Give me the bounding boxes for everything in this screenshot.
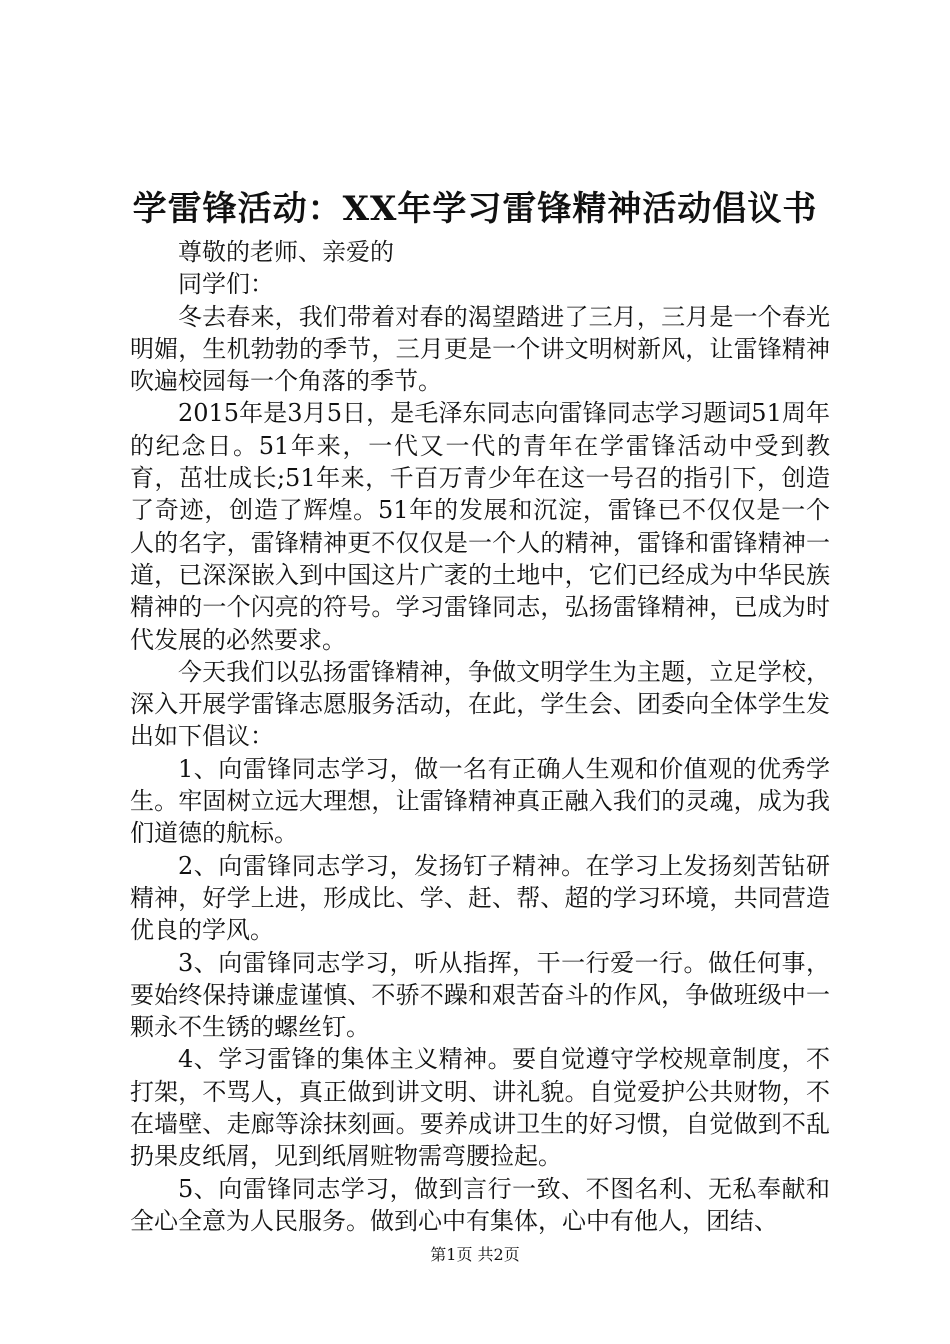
proposal-item-5: 5、向雷锋同志学习，做到言行一致、不图名利、无私奉献和全心全意为人民服务。做到心中有集体，心中有他人，团结、 [130,1174,830,1235]
paragraph-anniversary: 2015年是3月5日，是毛泽东同志向雷锋同志学习题词51周年的纪念日。51年来，一代又一代的青年在学雷锋活动中受到教育，茁壮成长;51年来，千百万青少年在这一号召的指引下，创造了奇迹，创造了辉煌。51年的发展和沉淀，雷锋已不仅仅是一个人的名字，雷锋精神更不仅仅是一个人的精神，雷锋和雷锋精神一道，已深深嵌入到中国这片广袤的土地中，它们已经成为中华民族精神的一个闪亮的符号。学习雷锋同志，弘扬雷锋精神，已成为时代发展的必然要求。 [130,399,830,654]
salutation-line-2: 同学们： [178,270,274,299]
page-number-footer: 第1页 共2页 [430,1245,520,1264]
document-body [130,236,830,1237]
document-title: 学雷锋活动：XX年学习雷锋精神活动倡议书 [132,189,818,229]
proposal-item-3: 3、向雷锋同志学习，听从指挥，干一行爱一行。做任何事，要始终保持谦虚谨慎、不骄不躁和艰苦奋斗的作风，争做班级中一颗永不生锈的螺丝钉。 [130,948,830,1042]
salutation-line-1: 尊敬的老师、亲爱的 [178,238,394,266]
paragraph-intro: 冬去春来，我们带着对春的渴望踏进了三月，三月是一个春光明媚，生机勃勃的季节，三月更是一个讲文明树新风，让雷锋精神吹遍校园每一个角落的季节。 [130,302,830,396]
proposal-item-2: 2、向雷锋同志学习，发扬钉子精神。在学习上发扬刻苦钻研精神，好学上进，形成比、学、赶、帮、超的学习环境，共同营造优良的学风。 [130,851,830,945]
proposal-item-1: 1、向雷锋同志学习，做一名有正确人生观和价值观的优秀学生。牢固树立远大理想，让雷锋精神真正融入我们的灵魂，成为我们道德的航标。 [130,754,830,848]
proposal-item-4: 4、学习雷锋的集体主义精神。要自觉遵守学校规章制度，不打架，不骂人，真正做到讲文明、讲礼貌。自觉爱护公共财物，不在墙壁、走廊等涂抹刻画。要养成讲卫生的好习惯，自觉做到不乱扔果皮纸屑，见到纸屑赃物需弯腰捡起。 [130,1045,830,1171]
paragraph-theme: 今天我们以弘扬雷锋精神，争做文明学生为主题，立足学校，深入开展学雷锋志愿服务活动，在此，学生会、团委向全体学生发出如下倡议： [130,657,830,751]
